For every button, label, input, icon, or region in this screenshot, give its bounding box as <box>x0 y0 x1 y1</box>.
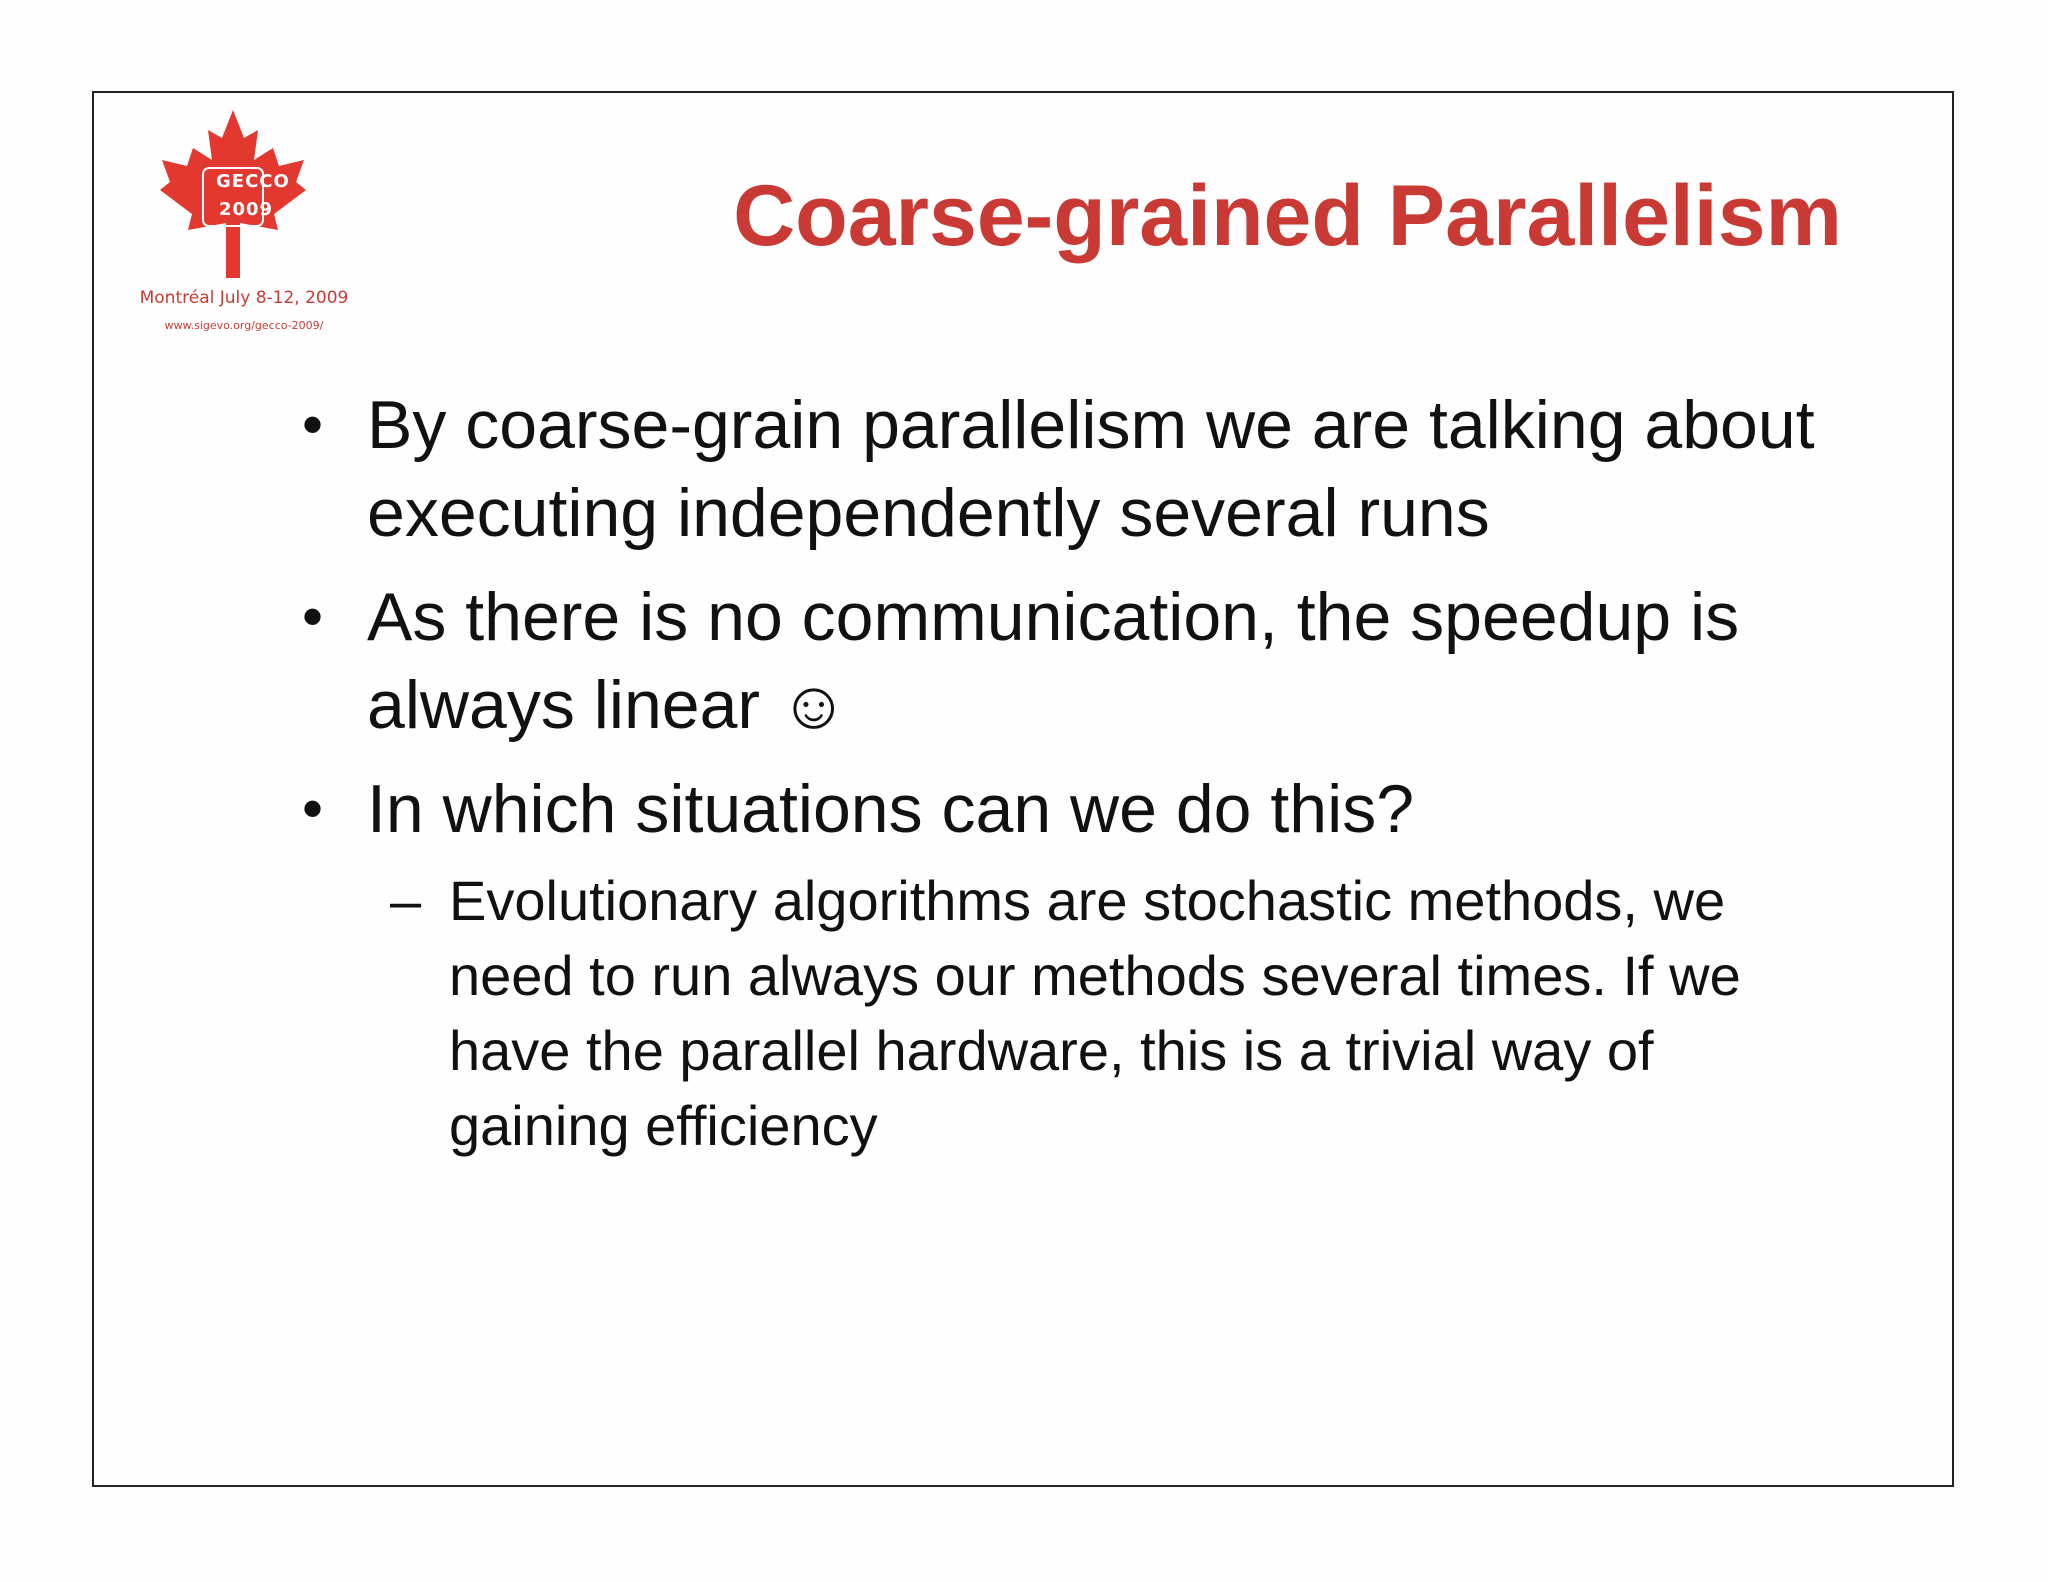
sub-bullet-marker: – <box>390 869 422 932</box>
sub-bullet-text: Evolutionary algorithms are stochastic methods, we need to run always our methods several times. If we have the parallel hardware, this is a trivial way of gaining efficiency <box>449 869 1741 1157</box>
bullet-item <box>202 381 1842 557</box>
bullet-item <box>202 573 1842 749</box>
gecco-logo <box>114 108 374 332</box>
maple-leaf-icon <box>158 108 308 278</box>
logo-location: Montréal July 8-12, 2009 <box>139 288 349 308</box>
logo-url: www.sigevo.org/gecco-2009/ <box>164 319 324 332</box>
bullet-text: By coarse-grain parallelism we are talking about executing independently several runs <box>367 387 1815 551</box>
bullet-text: As there is no communication, the speedup is always linear ☺ <box>367 579 1740 743</box>
bullet-marker: • <box>302 391 324 458</box>
slide-title: Coarse-grained Parallelism <box>733 168 1842 264</box>
slide-content <box>202 381 1842 1163</box>
bullet-marker: • <box>302 583 324 650</box>
sub-bullet-item <box>202 863 1842 1163</box>
logo-badge-line1: GECCO <box>216 171 290 192</box>
logo-badge-line2: 2009 <box>218 199 274 220</box>
bullet-item <box>202 765 1842 853</box>
bullet-marker: • <box>302 775 324 842</box>
bullet-text: In which situations can we do this? <box>367 771 1415 847</box>
slide <box>92 91 1954 1487</box>
